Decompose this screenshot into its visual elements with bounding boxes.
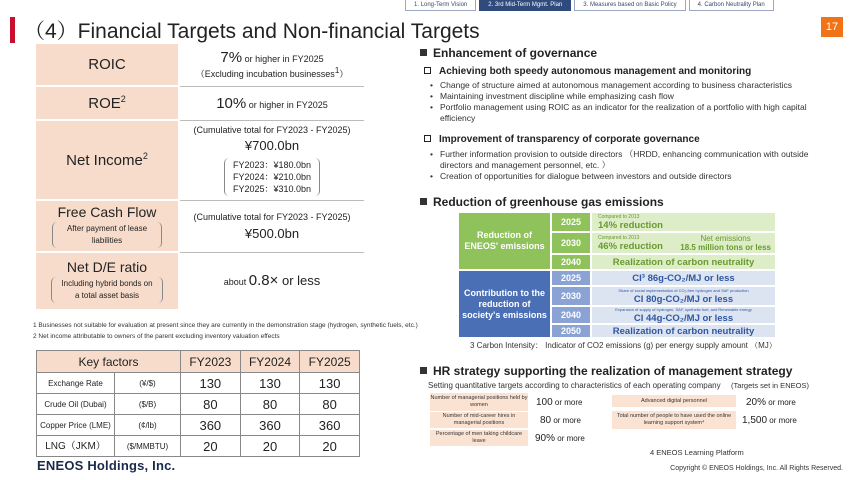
governance-bullets-2: • Further information provision to outside directors （HRDD, enhancing communication with outside directors and management personnel, etc. ） • Creation of opportunities for dialogue between investors and outside directors [430,149,830,182]
target-value: about 0.8× or less [179,252,364,310]
footnotes: 1 Businesses not suitable for evaluation at present since they are currently in the demonstration stage (hydrogen, synthetic fuels, etc.) 2 Net income attributable to owners of the parent excluding inventory valuation effects [33,322,418,340]
page-number: 17 [821,17,843,37]
nav-tab-long-term-vision[interactable]: 1. Long-Term Vision [405,0,476,11]
hr-metric-value: 100 or more [536,397,583,408]
ghg-year: 2050 [552,325,590,337]
hr-metric-value: 80 or more [540,415,581,426]
ghg-year: 2025 [552,271,590,285]
governance-sub1: Achieving both speedy autonomous management and monitoring [424,66,751,77]
ghg-target: Compared to 2013 14% reduction [592,213,775,231]
ghg-heading: Reduction of greenhouse gas emissions [420,195,664,209]
hr-metric-label: Total number of people to have used the online learning support system⁴ [612,411,736,429]
hr-heading: HR strategy supporting the realization of management strategy [420,364,792,378]
carbon-intensity-note: 3 Carbon Intensity： Indicator of CO2 emissions (g) per energy supply amount （MJ） [470,341,777,350]
hr-metric-value: 1,500 or more [742,415,797,426]
nav-tab-basic-policy[interactable]: 3. Measures based on Basic Policy [574,0,685,11]
target-label: ROIC [36,44,179,86]
governance-heading: Enhancement of governance [420,46,597,60]
checkbox-icon [424,67,431,74]
governance-sub2: Improvement of transparency of corporate governance [424,134,700,145]
ghg-target: Realization of carbon neutrality [592,325,775,337]
copyright: Copyright © ENEOS Holdings, Inc. All Rights Reserved. [670,465,843,472]
ghg-year: 2040 [552,307,590,323]
section-nav [405,0,774,11]
hr-metric-value: 90% or more [535,433,585,444]
target-label: ROE$^2$ [36,86,179,120]
hr-metric-label: Advanced digital personnel [612,395,736,407]
hr-scope-note: (Targets set in ENEOS) [731,381,809,390]
table-row: LNG（JKM） ($/MMBTU) 20 20 20 [37,436,360,457]
ghg-target: CI³ 86g-CO₂/MJ or less [592,271,775,285]
hr-metric-label: Number of managerial positions held by women [430,393,528,411]
square-bullet-icon [420,367,427,374]
target-row-net-income [36,120,364,200]
target-row-roe [36,86,364,120]
target-value: (Cumulative total for FY2023 - FY2025) ¥700.0bn FY2023：¥180.0bn FY2024：¥210.0bn FY2025：¥310.0bn [179,120,364,200]
table-row: Copper Price (LME) (¢/lb) 360 360 360 [37,415,360,436]
hr-subtitle: Setting quantitative targets according to characteristics of each operating company [428,381,721,390]
ghg-target: Compared to 2013 46% reduction Net emissions 18.5 million tons or less [592,233,775,253]
table-row: Exchange Rate (¥/$) 130 130 130 [37,373,360,394]
square-bullet-icon [420,198,427,205]
target-row-fcf [36,200,364,252]
target-label: Free Cash Flow After payment of lease liabilities [36,200,179,252]
target-row-roic [36,44,364,86]
key-factors-table [36,350,360,457]
ghg-target: Expansion of supply of hydrogen, SAF, synthetic fuel, and Renewable energy CI 44g-CO₂/MJ or less [592,307,775,323]
nav-tab-mid-term-plan[interactable]: 2. 3rd Mid-Term Mgmt. Plan [479,0,571,11]
square-bullet-icon [420,49,427,56]
ghg-group2-label: Contribution to the reduction of society's emissions [459,271,550,337]
hr-metric-value: 20% or more [746,397,796,408]
hr-footnote: 4 ENEOS Learning Platform [650,448,744,457]
ghg-target: Share of social implementation of CO₂-free hydrogen and SAF production CI 80g-CO₂/MJ or less [592,287,775,305]
financial-targets-table [36,44,364,311]
company-logo: ENEOS Holdings, Inc. [37,458,176,473]
target-value: 10% or higher in FY2025 [179,86,364,120]
target-label: Net Income$^2$ [36,120,179,200]
ghg-target: Realization of carbon neutrality [592,255,775,269]
ghg-year: 2040 [552,255,590,269]
hr-metric-label: Percentage of men taking childcare leave [430,430,528,446]
target-value: (Cumulative total for FY2023 - FY2025) ¥500.0bn [179,200,364,252]
ghg-year: 2025 [552,213,590,231]
checkbox-icon [424,135,431,142]
table-row: Crude Oil (Dubai) ($/B) 80 80 80 [37,394,360,415]
target-row-de-ratio [36,252,364,310]
hr-metric-label: Number of mid-career hires in managerial positions [430,412,528,428]
target-label: Net D/E ratio Including hybrid bonds on a total asset basis [36,252,179,310]
key-factors-header: Key factors FY2023 FY2024 FY2025 [37,351,360,373]
target-value: 7% or higher in FY2025 （Excluding incubation businesses$^1$） [179,44,364,86]
nav-tab-carbon-neutrality[interactable]: 4. Carbon Neutrality Plan [689,0,774,11]
page-title: （4）Financial Targets and Non-financial Targets [24,20,480,43]
net-income-breakdown: FY2023：¥180.0bn FY2024：¥210.0bn FY2025：¥310.0bn [224,158,320,196]
title-accent-bar [10,17,15,43]
ghg-year: 2030 [552,233,590,253]
ghg-year: 2030 [552,287,590,305]
governance-bullets-1: • Change of structure aimed at autonomous management according to business characteristics • Maintaining investment discipline while emphasizing cash flow • Portfolio management using ROIC as an indicator for the realization of a portfolio with high capital efficiency [430,80,830,124]
ghg-group1-label: Reduction of ENEOS' emissions [459,213,550,269]
